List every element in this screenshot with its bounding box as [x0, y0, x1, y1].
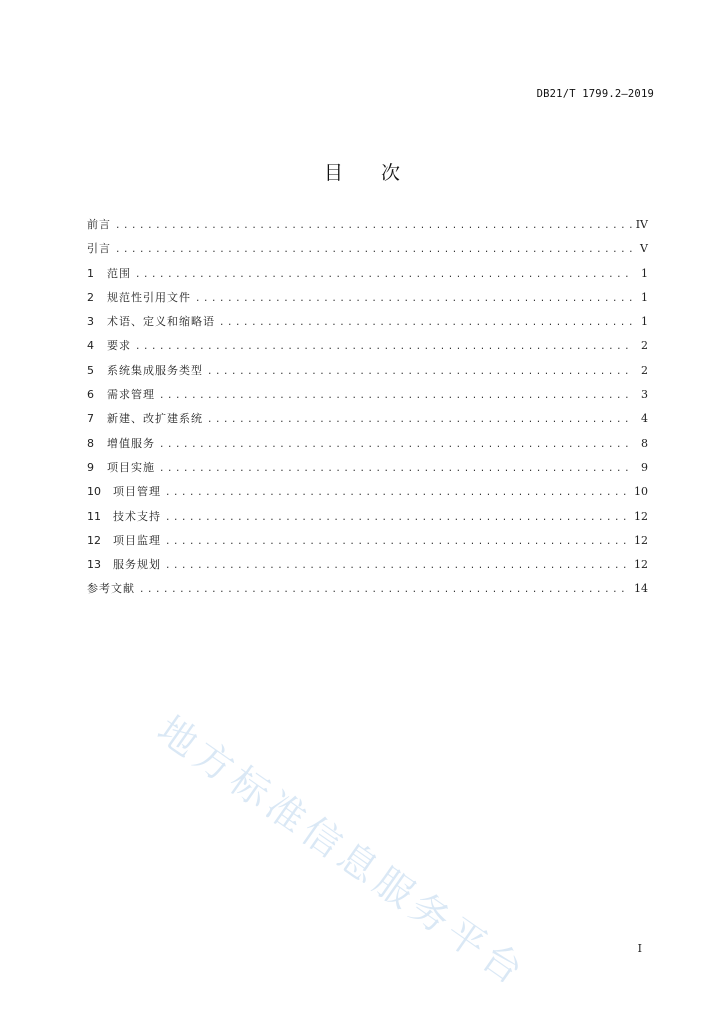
toc-entry-label: 规范性引用文件 — [107, 290, 191, 304]
toc-entry-label: 项目管理 — [113, 485, 161, 499]
document-code: DB21/T 1799.2—2019 — [536, 88, 654, 100]
toc-leader-dots — [195, 294, 634, 304]
toc-entry-label: 要求 — [107, 339, 131, 353]
toc-leader-dots — [135, 270, 634, 280]
toc-leader-dots — [159, 464, 634, 474]
toc-leader-dots — [165, 513, 630, 523]
toc-entry-page: 12 — [634, 509, 648, 523]
toc-leader-dots — [139, 585, 630, 595]
toc-entry-label: 技术支持 — [113, 509, 161, 523]
toc-leader-dots — [159, 391, 634, 401]
toc-leader-dots — [115, 245, 634, 255]
toc-entry-number: 12 — [87, 533, 101, 547]
toc-entry[interactable] — [87, 580, 648, 604]
toc-leader-dots — [165, 488, 630, 498]
toc-entry-label: 需求管理 — [107, 388, 155, 402]
toc-leader-dots — [159, 440, 634, 450]
toc-entry-number: 2 — [87, 290, 94, 304]
toc-entry[interactable] — [87, 265, 648, 289]
toc-entry[interactable] — [87, 532, 648, 556]
toc-entry[interactable] — [87, 386, 648, 410]
toc-entry-label: 前言 — [87, 218, 111, 231]
toc-entry-number: 6 — [87, 388, 94, 402]
toc-entry-page: 12 — [634, 558, 648, 572]
toc-entry-number: 10 — [87, 485, 101, 499]
toc-leader-dots — [165, 561, 630, 571]
toc-entry-number: 5 — [87, 363, 94, 377]
toc-entry-page: 1 — [641, 266, 648, 280]
toc-entry[interactable] — [87, 313, 648, 337]
toc-entry-number: 8 — [87, 436, 94, 450]
toc-entry-number: 4 — [87, 339, 94, 353]
toc-entry-page: 12 — [634, 533, 648, 547]
toc-entry-number: 11 — [87, 509, 101, 523]
toc-entry[interactable] — [87, 240, 648, 264]
toc-entry-label: 参考文献 — [87, 582, 135, 596]
toc-entry-page: 1 — [641, 315, 648, 329]
toc-entry-label: 项目监理 — [113, 533, 161, 547]
toc-entry-label: 项目实施 — [107, 460, 155, 474]
toc-entry[interactable] — [87, 289, 648, 313]
toc-entry[interactable] — [87, 337, 648, 361]
toc-leader-dots — [135, 342, 634, 352]
toc-entry[interactable] — [87, 410, 648, 434]
toc-entry-label: 增值服务 — [107, 436, 155, 450]
toc-entry-number: 7 — [87, 412, 94, 426]
toc-entry-number: 3 — [87, 315, 94, 329]
toc-entry-page: 1 — [641, 290, 648, 304]
toc-entry-page: 10 — [634, 485, 648, 499]
toc-entry-label: 范围 — [107, 266, 131, 280]
toc-entry-page: IV — [635, 218, 648, 231]
toc-entry-page: 14 — [634, 582, 648, 596]
toc-leader-dots — [115, 221, 632, 231]
toc-entry-page: 9 — [641, 460, 648, 474]
toc-entry-number: 9 — [87, 460, 94, 474]
watermark: 地方标准信息服务平台 — [149, 707, 536, 996]
toc-leader-dots — [207, 367, 634, 377]
toc-entry-number: 1 — [87, 266, 94, 280]
toc-entry-page: 2 — [641, 339, 648, 353]
toc-entry-label: 新建、改扩建系统 — [107, 412, 203, 426]
toc-entry[interactable] — [87, 435, 648, 459]
toc-entry-label: 系统集成服务类型 — [107, 363, 203, 377]
toc-entry-label: 引言 — [87, 242, 111, 256]
table-of-contents — [87, 216, 648, 605]
toc-title: 目次 — [323, 162, 438, 184]
toc-entry-page: V — [640, 242, 648, 256]
toc-entry-page: 8 — [641, 436, 648, 450]
toc-leader-dots — [165, 537, 630, 547]
toc-entry-number: 13 — [87, 558, 101, 572]
toc-leader-dots — [207, 415, 634, 425]
toc-entry-label: 术语、定义和缩略语 — [107, 315, 215, 329]
toc-entry[interactable] — [87, 216, 648, 240]
toc-entry[interactable] — [87, 508, 648, 532]
page-number: I — [637, 942, 642, 955]
toc-entry[interactable] — [87, 483, 648, 507]
toc-leader-dots — [219, 318, 634, 328]
toc-entry-page: 4 — [641, 412, 648, 426]
toc-entry[interactable] — [87, 362, 648, 386]
toc-entry[interactable] — [87, 556, 648, 580]
toc-entry-label: 服务规划 — [113, 558, 161, 572]
toc-entry-page: 3 — [641, 388, 648, 402]
toc-entry-page: 2 — [641, 363, 648, 377]
toc-entry[interactable] — [87, 459, 648, 483]
